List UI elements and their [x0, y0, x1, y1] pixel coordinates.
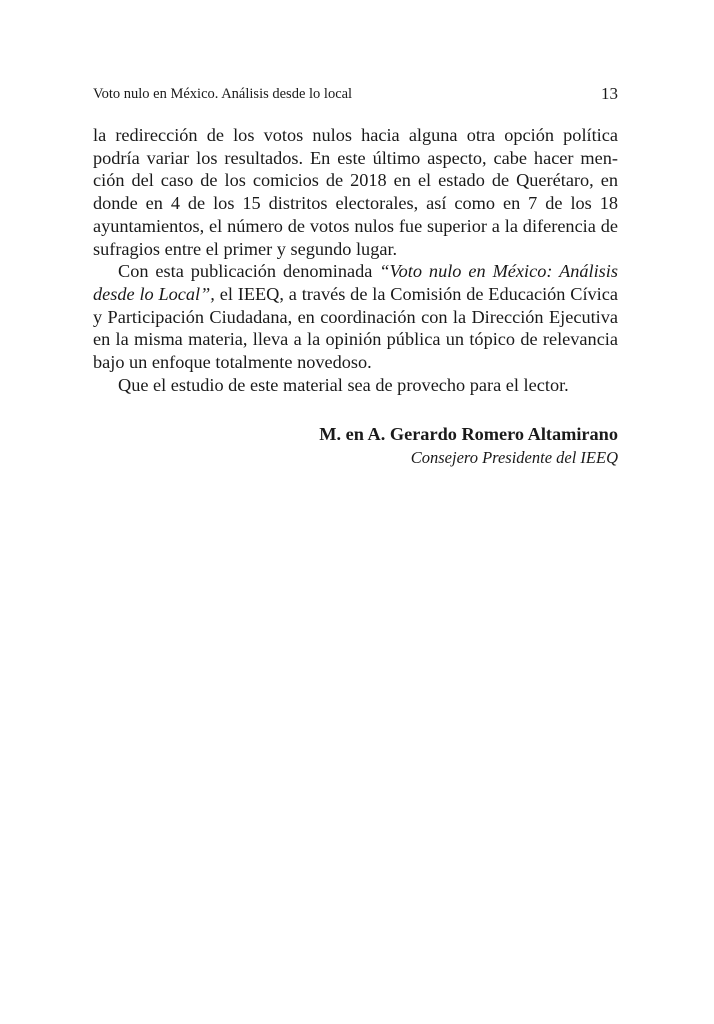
paragraph-2-intro: Con esta publicación denominada [118, 261, 380, 282]
publication-title: “Voto nulo en México: Análisis desde lo Local”, [93, 261, 618, 304]
running-title: Voto nulo en México. Análisis desde lo local [93, 86, 353, 102]
document-page [93, 0, 618, 1024]
running-head [93, 84, 618, 106]
paragraph-3: Que el estudio de este material sea de provecho para el lector. [118, 374, 569, 395]
page-number: 13 [601, 84, 618, 103]
signatory-role: Consejero Presidente del IEEQ [410, 448, 618, 467]
paragraph-2-rest: el IEEQ, a través de la Comisión de Educación Cívica y Participación Ciudadana, en coordinación con la Dirección Ejecutiva en la misma materia, lleva a la opinión pública un tópico de relevancia bajo un enfoque totalmente novedoso. [93, 283, 618, 373]
signature-block [93, 422, 618, 470]
paragraph-2 [93, 260, 618, 374]
body-text [93, 124, 618, 396]
signatory-name: M. en A. Gerardo Romero Altamirano [319, 424, 618, 444]
paragraph-1: la redirección de los votos nulos hacia alguna otra opción política podría variar los resultados. En este último aspecto, cabe hacer mención del caso de los comicios de 2018 en el estado de Querétaro, en donde en 4 de los 15 distritos electorales, así como en 7 de los 18 ayuntamientos, el número de votos nulos fue superior a la diferencia de sufragios entre el primer y segundo lugar. [93, 125, 618, 259]
